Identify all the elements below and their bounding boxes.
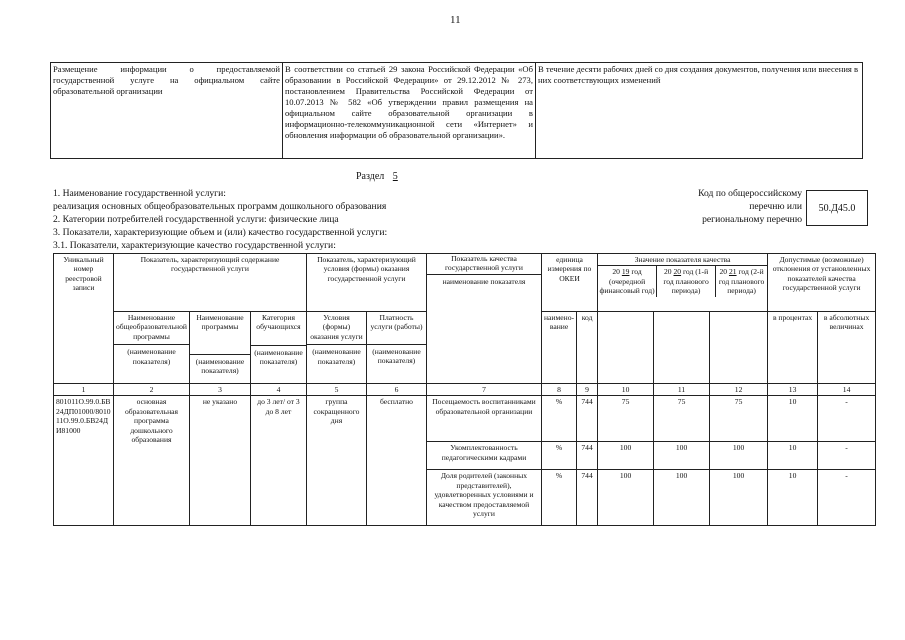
- deviation-percent: 10: [768, 396, 818, 442]
- code-label-2: перечню или: [749, 201, 802, 212]
- col-num: 12: [710, 384, 768, 396]
- info-cell-what: Размещение информации о предоставляемой государственной услуге на официальном сайте образовательной организации: [51, 63, 283, 159]
- header-deviation: Допустимые (возможные) отклонения от установленных показателей качества государственной услуги: [768, 254, 876, 312]
- header-quality-name: [426, 254, 541, 384]
- deviation-absolute: -: [818, 470, 876, 526]
- unit-code: 744: [577, 470, 598, 526]
- quality-indicators-table: [53, 253, 876, 526]
- value-year-2: 100: [654, 470, 710, 526]
- registry-code: 50.Д45.0: [818, 202, 856, 214]
- col-num: 9: [577, 384, 598, 396]
- subheader-category: Категория обучающихся (наименование показателя): [250, 312, 306, 384]
- table-row: [54, 396, 876, 442]
- record-id: 801011О.99.0.БВ24ДП01000/801011О.99.0.БВ24ДИ81000: [54, 396, 114, 526]
- unit-name: %: [541, 396, 576, 442]
- header-year-3: 20 21 год (2-й год планового периода): [718, 267, 765, 296]
- section-heading: [356, 171, 404, 182]
- subheader-unit-code: код: [577, 312, 598, 384]
- quality-indicators-heading: 3.1. Показатели, характеризующие качество государственной услуги:: [53, 240, 336, 251]
- subheader-deviation-absolute: в абсолютных величинах: [818, 312, 876, 384]
- subheader-conditions: Условия (формы) оказания услуги (наименование показателя): [306, 312, 366, 384]
- col-num: 11: [654, 384, 710, 396]
- subheader-deviation-percent: в процентах: [768, 312, 818, 384]
- subheader-program: Наименование общеобразовательной программы (наименование показателя): [114, 312, 190, 384]
- value-year-1: 75: [598, 396, 654, 442]
- service-name-value: реализация основных общеобразовательных программ дошкольного образования: [53, 201, 387, 212]
- deviation-absolute: -: [818, 442, 876, 470]
- section-label: Раздел: [356, 171, 385, 182]
- info-cell-basis: В соответствии со статьей 29 закона Российской Федерации «Об образовании в Российской Федерации» от 29.12.2012 № 273, постановлением Правительства Российской Федерации от 10.07.2013 № 582 «Об утверждении правил размещения на официальном сайте образовательной организации в информационно-телекоммуникационной сети «Интернет» и обновления информации об образовательной организации».: [283, 63, 536, 159]
- header-unit: единица измерения по ОКЕИ: [541, 254, 597, 312]
- header-year-2: 20 20 год (1-й год планового периода): [657, 266, 716, 296]
- program-name-cell: не указано: [189, 396, 250, 526]
- indicator-name: Посещаемость воспитанниками образовательной организации: [426, 396, 541, 442]
- col-num: 7: [426, 384, 541, 396]
- col-num: 13: [768, 384, 818, 396]
- col-num: 8: [541, 384, 576, 396]
- indicator-name: Доля родителей (законных представителей), удовлетворенных условиями и качеством предоставляемой услуги: [426, 470, 541, 526]
- subheader-unit-name: наимено-вание: [541, 312, 576, 384]
- category-cell: до 3 лет/ от 3 до 8 лет: [250, 396, 306, 526]
- code-label-3: региональному перечню: [702, 214, 802, 225]
- deviation-absolute: -: [818, 396, 876, 442]
- header-values: Значение показателя качества: [598, 254, 767, 266]
- value-year-3: 100: [710, 470, 768, 526]
- header-values-group: [598, 254, 768, 312]
- service-name-label: 1. Наименование государственной услуги:: [53, 188, 226, 199]
- value-year-1: 100: [598, 470, 654, 526]
- header-content: Показатель, характеризующий содержание государственной услуги: [114, 254, 307, 312]
- header-quality: Показатель качества государственной услуги: [427, 254, 541, 275]
- header-quality-indicator-name: наименование показателя: [442, 276, 526, 286]
- column-numbers-row: [54, 384, 876, 396]
- unit-code: 744: [577, 442, 598, 470]
- page-number: 11: [450, 14, 461, 26]
- consumer-category: 2. Категории потребителей государственной услуги: физические лица: [53, 214, 339, 225]
- info-cell-timing: В течение десяти рабочих дней со дня создания документов, получения или внесения в них соответствующих изменений: [536, 63, 863, 159]
- value-year-3: 100: [710, 442, 768, 470]
- value-year-2: 75: [654, 396, 710, 442]
- col-num: 3: [189, 384, 250, 396]
- program-cell: основная образовательная программа дошкольного образования: [114, 396, 190, 526]
- deviation-percent: 10: [768, 442, 818, 470]
- header-conditions: Показатель, характеризующий условия (формы) оказания государственной услуги: [306, 254, 426, 312]
- value-year-3: 75: [710, 396, 768, 442]
- value-year-1: 100: [598, 442, 654, 470]
- code-label-1: Код по общероссийскому: [698, 188, 802, 199]
- col-num: 14: [818, 384, 876, 396]
- subheader-payment: Платность услуги (работы) (наименование показателя): [366, 312, 426, 384]
- unit-code: 744: [577, 396, 598, 442]
- indicators-heading: 3. Показатели, характеризующие объем и (или) качество государственной услуги:: [53, 227, 388, 238]
- value-year-2: 100: [654, 442, 710, 470]
- unit-name: %: [541, 470, 576, 526]
- subheader-program-name: Наименование программы (наименование показателя): [189, 312, 250, 384]
- section-number: 5: [392, 171, 398, 182]
- col-num: 4: [250, 384, 306, 396]
- col-num: 2: [114, 384, 190, 396]
- header-year-1: 20 19 год (очередной финансовый год): [598, 266, 657, 296]
- col-num: 6: [366, 384, 426, 396]
- header-unique-number: Уникальный номер реестровой записи: [54, 254, 114, 384]
- indicator-name: Укомплектованность педагогическими кадрами: [426, 442, 541, 470]
- unit-name: %: [541, 442, 576, 470]
- info-table: [50, 62, 863, 159]
- col-num: 5: [306, 384, 366, 396]
- registry-code-box: [806, 190, 868, 226]
- payment-cell: бесплатно: [366, 396, 426, 526]
- deviation-percent: 10: [768, 470, 818, 526]
- col-num: 10: [598, 384, 654, 396]
- conditions-cell: группа сокращенного дня: [306, 396, 366, 526]
- col-num: 1: [54, 384, 114, 396]
